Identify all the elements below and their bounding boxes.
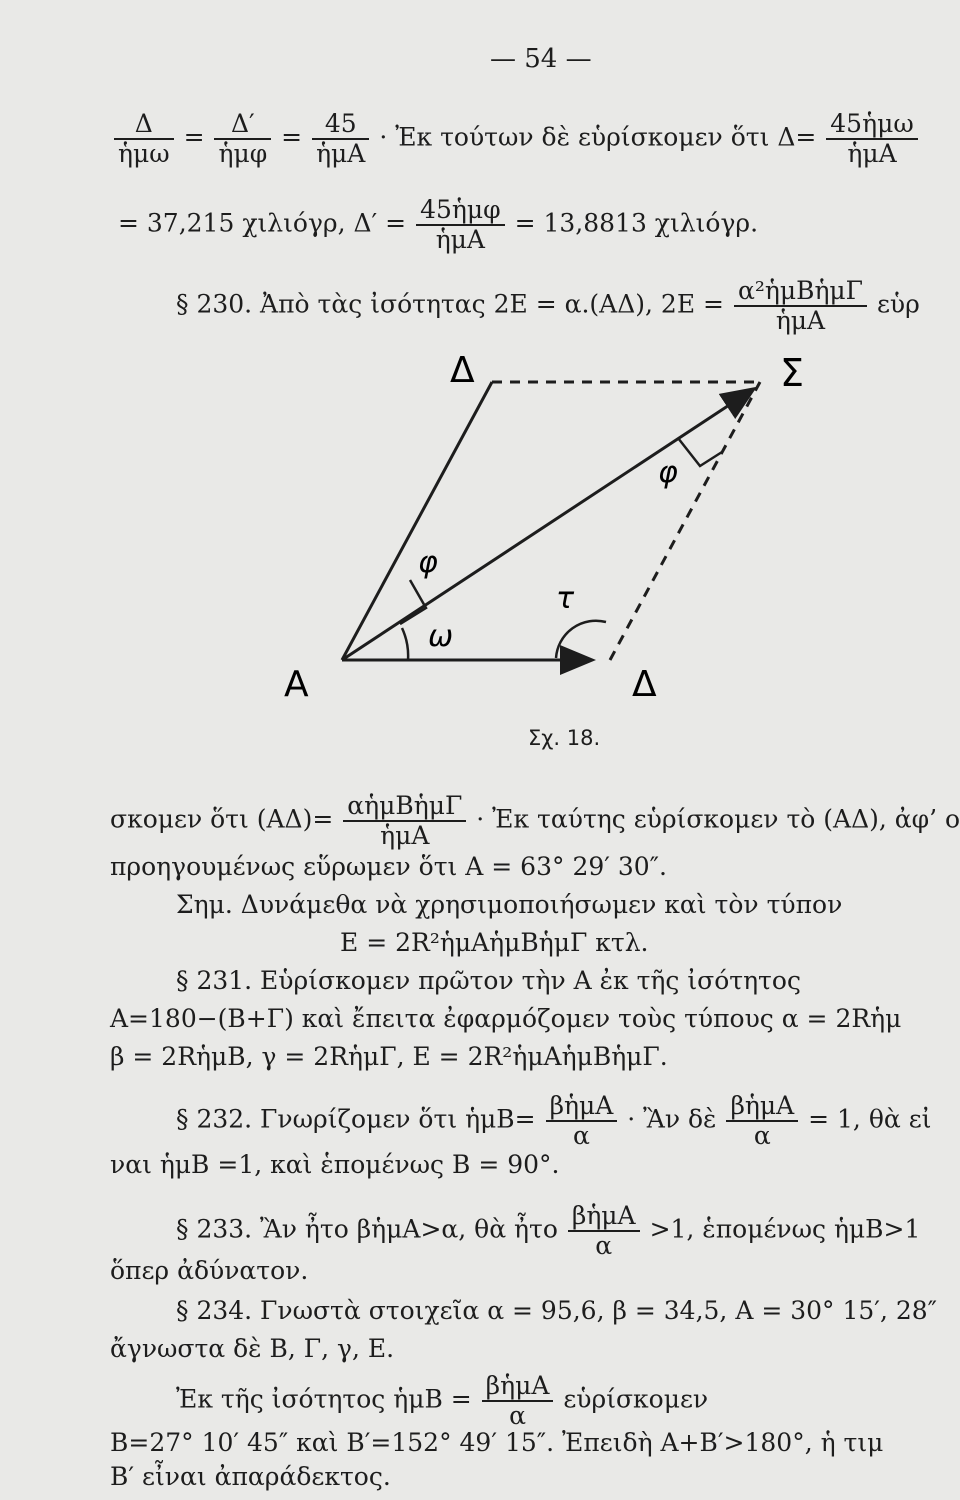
numerator: αἡμΒἡμΓ [343,792,466,822]
equation-text: § 232. Γνωρίζομεν ὅτι ἡμΒ= [176,1104,536,1134]
section-231: § 231. Εὑρίσκομεν πρῶτον τὴν Α ἐκ τῆς ἰσότητος [176,966,801,995]
equation-text: · Ἂν δὲ [627,1104,717,1134]
equation-text: εὑρ [876,289,920,319]
numerator: βἡμΑ [726,1092,798,1122]
angle-arc-omega [402,628,408,660]
section-230 [176,277,920,335]
denominator: ἡμΑ [316,139,366,168]
fraction [482,1372,554,1430]
text-line: β = 2RἡμΒ, γ = 2RἡμΓ, Ε = 2R²ἡμΑἡμΒἡμΓ. [110,1042,668,1071]
equation-text: = 13,8813 χιλιόγρ. [514,208,759,238]
equation-line-2 [118,196,758,254]
label-delta-bottom: Δ [632,664,657,705]
text-line: Ε = 2R²ἡμΑἡμΒἡμΓ κτλ. [340,928,649,957]
text-line: ἄγνωστα δὲ Β, Γ, γ, Ε. [110,1334,395,1363]
denominator: ἡμΑ [380,821,430,850]
section-233 [176,1202,920,1260]
figure-caption: Σχ. 18. [528,726,601,750]
denominator: α [753,1121,771,1150]
equation-text: = 1, θὰ εἰ [808,1104,932,1134]
equation-line-1 [112,110,920,168]
equation-text: εὑρίσκομεν [563,1384,709,1414]
equation-line-final [176,1372,708,1430]
fraction [214,110,271,168]
denominator: α [509,1401,526,1430]
denominator: α [595,1231,613,1260]
numerator: α²ἡμΒἡμΓ [734,277,867,307]
label-phi: φ [418,545,438,580]
angle-arc-tau [556,621,606,658]
text-line: προηγουμένως εὕρωμεν ὅτι Α = 63° 29′ 30″. [110,852,667,881]
fraction [312,110,369,168]
denominator: ἡμΑ [847,139,897,168]
fraction [343,792,466,850]
fraction [726,1092,798,1150]
fraction [416,196,505,254]
numerator: βἡμΑ [568,1202,640,1232]
label-delta-top: Δ [450,350,475,391]
denominator: ἡμω [118,139,170,168]
fraction [546,1092,618,1150]
numerator: βἡμΑ [546,1092,618,1122]
equation-line-4 [110,792,960,850]
equation-text: § 233. Ἂν ἦτο βἡμΑ>α, θὰ ἦτο [176,1214,558,1244]
fraction [826,110,917,168]
label-tau: τ [556,581,575,616]
text-line: ναι ἡμΒ =1, καὶ ἑπομένως Β = 90°. [110,1150,560,1179]
numerator: Δ [114,110,174,140]
label-phi: φ [658,455,678,490]
right-angle-mark [400,580,426,624]
equation-text: § 230. Ἀπὸ τὰς ἰσότητας 2Ε = α.(ΑΔ), 2Ε = [176,289,724,319]
text-line: Σημ. Δυνάμεθα νὰ χρησιμοποιήσωμεν καὶ τὸν τύπον [176,890,843,919]
text-line: Β′ εἶναι ἀπαράδεκτος. [110,1462,391,1491]
label-a: Α [284,664,309,705]
equation-text: σκομεν ὅτι (ΑΔ)= [110,804,334,834]
denominator: ἡμΑ [775,306,826,335]
numerator: 45ἡμω [826,110,917,140]
fraction [734,277,867,335]
text-line: Α=180−(Β+Γ) καὶ ἔπειτα ἐφαρμόζομεν τοὺς τύπους α = 2Rἡμ [110,1004,902,1033]
section-234: § 234. Γνωστὰ στοιχεῖα α = 95,6, β = 34,5, Α = 30° 15′, 28″ [176,1296,938,1325]
page-number: — 54 — [490,44,592,74]
text-line: Β=27° 10′ 45″ καὶ Β′=152° 49′ 15″. Ἐπειδὴ Α+Β′>180°, ἡ τιμ [110,1428,884,1457]
fraction [568,1202,640,1260]
text-line: ὅπερ ἀδύνατον. [110,1256,309,1285]
label-omega: ω [428,619,454,654]
section-232 [176,1092,931,1150]
equation-text: >1, ἑπομένως ἡμΒ>1 [649,1214,921,1244]
dashed-right-edge [610,382,760,660]
equals-sign: = [281,122,303,152]
numerator: Δ′ [214,110,271,140]
fraction [114,110,174,168]
equation-text: · Ἐκ ταύτης εὑρίσκομεν τὸ (ΑΔ), ἀφ’ ο [476,804,960,834]
equation-text: · Ἐκ τούτων δὲ εὑρίσκομεν ὅτι Δ= [379,122,817,152]
numerator: 45 [312,110,369,140]
figure-18 [260,340,840,720]
denominator: ἡμΑ [435,225,485,254]
denominator: ἡμφ [218,139,268,168]
numerator: βἡμΑ [482,1372,554,1402]
equals-sign: = [183,122,205,152]
denominator: α [572,1121,590,1150]
diagonal-resultant [342,390,752,660]
label-sigma: Σ [780,351,805,395]
equation-text: Ἐκ τῆς ἰσότητος ἡμΒ = [176,1384,472,1414]
numerator: 45ἡμφ [416,196,505,226]
left-edge [342,382,492,660]
equation-text: = 37,215 χιλιόγρ, Δ′ = [118,208,407,238]
